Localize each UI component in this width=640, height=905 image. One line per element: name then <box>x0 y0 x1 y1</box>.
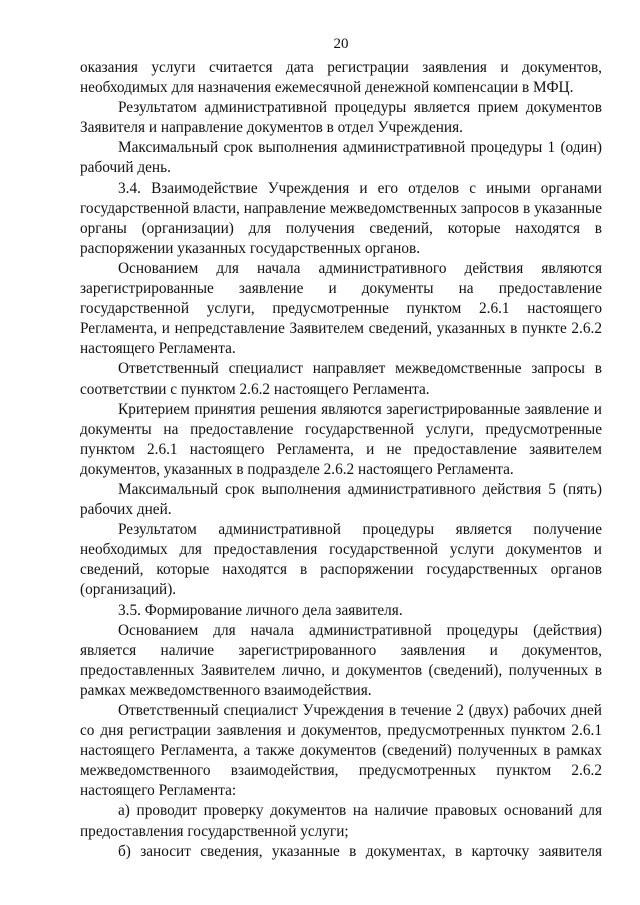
page-number: 20 <box>333 36 349 52</box>
paragraph-7: Критерием принятия решения являются зарегистрированные заявление и документы на предоставление государственной услуги, предусмотренные пунктом 2.6.1 настоящего Регламента, и не предоставление заявителем документов, указанных в подразделе 2.6.2 настоящего Регламента. <box>80 400 602 478</box>
paragraph-6: Ответственный специалист направляет межведомственные запросы в соответствии с пунктом 2.6.2 настоящего Регламента. <box>80 360 602 398</box>
paragraph-section-3-4: 3.4. Взаимодействие Учреждения и его отделов с иными органами государственной власти, направление межведомственных запросов в указанные органы (организации) для получения сведений, которые находятся в распоряжении указанных государственных органов. <box>80 179 602 257</box>
paragraph-5: Основанием для начала административного действия являются зарегистрированные заявление и документы на предоставление государственной услуги, предусмотренные пунктом 2.6.1 настоящего Регламента, и непредставление Заявителем сведений, указанных в пункте 2.6.2 настоящего Регламента. <box>80 259 602 358</box>
paragraph-12: Ответственный специалист Учреждения в течение 2 (двух) рабочих дней со дня регистрации заявления и документов, предусмотренных пунктом 2.6.1 настоящего Регламента, а также документов (сведений) полученных в рамках межведомственного взаимодействия, предусмотренных пунктом 2.6.2 настоящего Регламента: <box>80 702 602 800</box>
paragraph-section-3-5: 3.5. Формирование личного дела заявителя. <box>118 601 403 619</box>
paragraph-2: Результатом административной процедуры является прием документов Заявителя и направление документов в отдел Учреждения. <box>80 99 602 137</box>
paragraph-8: Максимальный срок выполнения административного действия 5 (пять) рабочих дней. <box>80 480 602 519</box>
paragraph-3: Максимальный срок выполнения административной процедуры 1 (один) рабочий день. <box>80 139 602 177</box>
paragraph-item-b: б) заносит сведения, указанные в документах, в карточку заявителя <box>118 842 602 860</box>
paragraph-1: оказания услуги считается дата регистрации заявления и документов, необходимых для назначения ежемесячной денежной компенсации в МФЦ. <box>80 59 602 97</box>
paragraph-item-a: а) проводит проверку документов на наличие правовых оснований для предоставления государственной услуги; <box>80 802 602 840</box>
paragraph-9: Результатом административной процедуры является получение необходимых для предоставления государственной услуги документов и сведений, которые находятся в распоряжении государственных органов (организаций). <box>80 521 602 599</box>
paragraph-11: Основанием для начала административной процедуры (действия) является наличие зарегистрированного заявления и документов, предоставленных Заявителем лично, и документов (сведений), полученных в рамках межведомственного взаимодействия. <box>80 621 602 699</box>
